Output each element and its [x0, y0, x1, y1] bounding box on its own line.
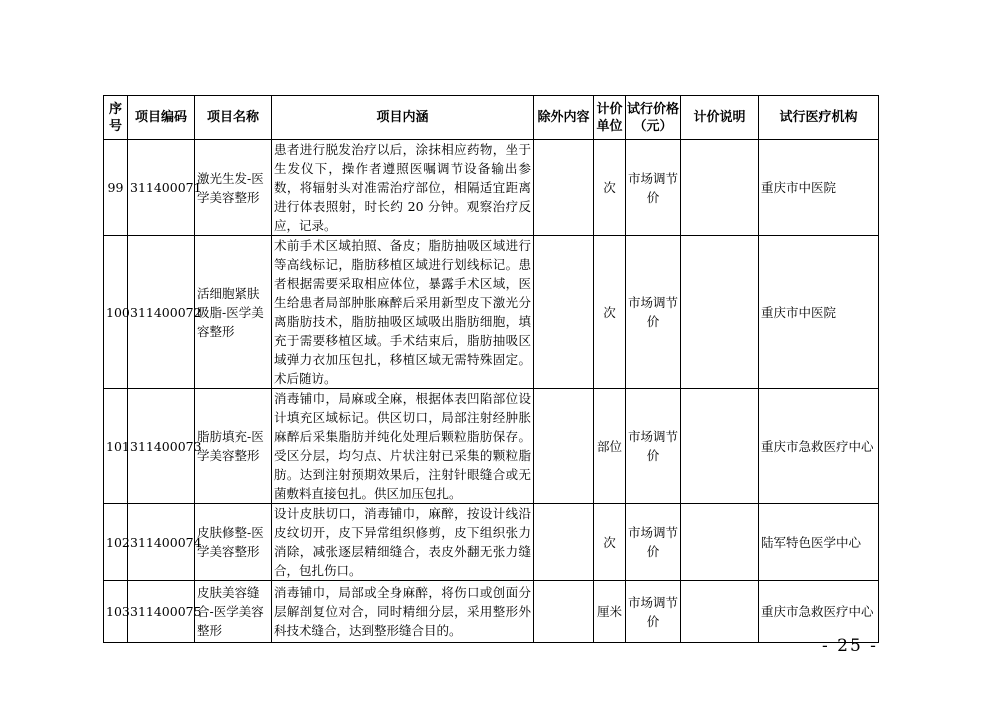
cell-note — [681, 236, 759, 389]
cell-price: 市场调节价 — [626, 236, 681, 389]
cell-unit: 厘米 — [594, 581, 626, 643]
cell-note — [681, 140, 759, 236]
cell-exclusions — [534, 581, 594, 643]
cell-unit: 次 — [594, 140, 626, 236]
cell-code: 311400074 — [128, 504, 195, 581]
cell-code: 311400075 — [128, 581, 195, 643]
cell-institution: 重庆市急救医疗中心 — [759, 389, 879, 504]
header-note: 计价说明 — [681, 96, 759, 140]
header-exclusions: 除外内容 — [534, 96, 594, 140]
cell-seq: 103 — [104, 581, 128, 643]
header-institution: 试行医疗机构 — [759, 96, 879, 140]
table-row — [104, 581, 879, 643]
cell-name: 皮肤美容缝合-医学美容整形 — [195, 581, 272, 643]
cell-seq: 102 — [104, 504, 128, 581]
cell-seq: 99 — [104, 140, 128, 236]
cell-code: 311400073 — [128, 389, 195, 504]
cell-content: 患者进行脱发治疗以后，涂抹相应药物，坐于生发仪下，操作者遵照医嘱调节设备输出参数，将辐射头对准需治疗部位，相隔适宜距离进行体表照射，时长约 20 分钟。观察治疗反应，记录。 — [272, 140, 534, 236]
cell-price: 市场调节价 — [626, 504, 681, 581]
cell-name: 活细胞紧肤吸脂-医学美容整形 — [195, 236, 272, 389]
header-unit: 计价单位 — [594, 96, 626, 140]
cell-institution: 重庆市急救医疗中心 — [759, 581, 879, 643]
cell-content: 设计皮肤切口，消毒铺巾，麻醉，按设计线沿皮纹切开，皮下异常组织修剪，皮下组织张力消除，减张逐层精细缝合，表皮外翻无张力缝合，包扎伤口。 — [272, 504, 534, 581]
cell-unit: 部位 — [594, 389, 626, 504]
table-row — [104, 389, 879, 504]
cell-note — [681, 389, 759, 504]
header-content: 项目内涵 — [272, 96, 534, 140]
cell-price: 市场调节价 — [626, 140, 681, 236]
page-number: - 25 - — [822, 636, 878, 656]
header-name: 项目名称 — [195, 96, 272, 140]
header-row — [104, 96, 879, 140]
table-row — [104, 140, 879, 236]
cell-price: 市场调节价 — [626, 581, 681, 643]
table-row — [104, 236, 879, 389]
cell-seq: 101 — [104, 389, 128, 504]
cell-exclusions — [534, 389, 594, 504]
cell-exclusions — [534, 504, 594, 581]
cell-exclusions — [534, 140, 594, 236]
header-price: 试行价格（元） — [626, 96, 681, 140]
cell-code: 311400071 — [128, 140, 195, 236]
table-row — [104, 504, 879, 581]
cell-name: 皮肤修整-医学美容整形 — [195, 504, 272, 581]
cell-name: 脂肪填充-医学美容整形 — [195, 389, 272, 504]
cell-price: 市场调节价 — [626, 389, 681, 504]
cell-institution: 陆军特色医学中心 — [759, 504, 879, 581]
cell-name: 激光生发-医学美容整形 — [195, 140, 272, 236]
cell-content: 术前手术区域拍照、备皮；脂肪抽吸区域进行等高线标记，脂肪移植区域进行划线标记。患者根据需要采取相应体位，暴露手术区域，医生给患者局部肿胀麻醉后采用新型皮下激光分离脂肪技术，脂肪抽吸区域吸出脂肪细胞，填充于需要移植区域。手术结束后，脂肪抽吸区域弹力衣加压包扎，移植区域无需特殊固定。术后随访。 — [272, 236, 534, 389]
cell-seq: 100 — [104, 236, 128, 389]
cell-content: 消毒铺巾，局麻或全麻，根据体表凹陷部位设计填充区域标记。供区切口，局部注射经肿胀麻醉后采集脂肪并纯化处理后颗粒脂肪保存。受区分层，均匀点、片状注射已采集的颗粒脂肪。达到注射预期效果后，注射针眼缝合或无菌敷料直接包扎。供区加压包扎。 — [272, 389, 534, 504]
cell-unit: 次 — [594, 236, 626, 389]
header-seq: 序号 — [104, 96, 128, 140]
price-table — [103, 95, 879, 643]
cell-code: 311400072 — [128, 236, 195, 389]
cell-institution: 重庆市中医院 — [759, 140, 879, 236]
cell-exclusions — [534, 236, 594, 389]
cell-note — [681, 504, 759, 581]
cell-content: 消毒铺巾，局部或全身麻醉，将伤口或创面分层解剖复位对合，同时精细分层，采用整形外科技术缝合，达到整形缝合目的。 — [272, 581, 534, 643]
header-code: 项目编码 — [128, 96, 195, 140]
cell-note — [681, 581, 759, 643]
cell-institution: 重庆市中医院 — [759, 236, 879, 389]
cell-unit: 次 — [594, 504, 626, 581]
